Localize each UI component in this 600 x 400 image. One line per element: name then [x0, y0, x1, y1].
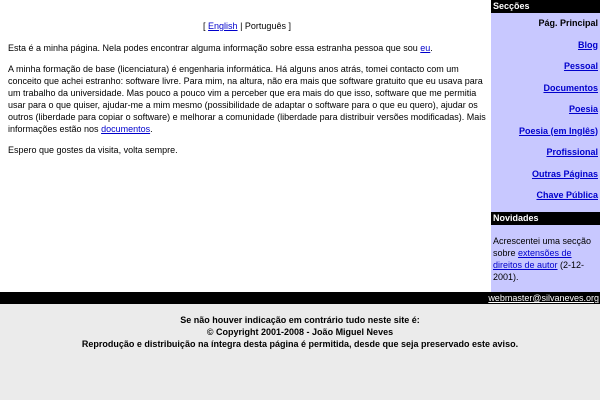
nav-item-personal [491, 59, 600, 81]
news-item [493, 235, 597, 283]
me-link[interactable]: eu [420, 43, 431, 53]
nav-item-poetry-english [491, 124, 600, 146]
nav-item-poetry [491, 102, 600, 124]
copyright-line-1: Se não houver indicação em contrário tudo neste site é: [180, 315, 420, 325]
copyright-line-3: Reprodução e distribuição na íntegra desta página é permitida, desde que seja preservado este aviso. [81, 339, 519, 349]
webmaster-email-link[interactable]: webmaster@silvaneves.org [488, 293, 599, 303]
footer-bar [0, 292, 600, 304]
lang-bracket-open: [ [203, 21, 209, 31]
lang-separator: | [237, 21, 245, 31]
nav-link-public-key[interactable]: Chave Pública [536, 190, 598, 200]
intro-paragraph [8, 42, 486, 54]
sections-nav [491, 13, 600, 210]
nav-link-documents[interactable]: Documentos [543, 82, 598, 93]
main-content [8, 20, 486, 165]
english-link[interactable]: English [208, 21, 238, 31]
nav-item-documents [491, 81, 600, 103]
news-date: (2-12-2001). [493, 260, 585, 282]
nav-item-blog [491, 38, 600, 60]
lang-bracket-close: ] [285, 21, 291, 31]
nav-link-poetry-english[interactable]: Poesia (em Inglês) [518, 125, 598, 136]
copyright-line-2: © Copyright 2001-2008 - João Miguel Neves [206, 327, 394, 337]
formation-end: . [150, 124, 153, 134]
sections-heading: Secções [491, 0, 600, 13]
nav-home-current: Pág. Principal [538, 18, 598, 28]
portuguese-label: Português [244, 21, 286, 31]
news-heading: Novidades [491, 212, 600, 225]
intro-text: Esta é a minha página. Nela podes encontrar alguma informação sobre essa estranha pessoa que sou [8, 43, 421, 53]
copyright-notice [0, 314, 600, 350]
news-text: Acrescentei uma secção sobre [493, 236, 592, 258]
news-link[interactable]: extensões de direitos de autor [493, 248, 572, 270]
nav-item-home [491, 16, 600, 38]
nav-item-other-pages [491, 167, 600, 189]
nav-link-poetry[interactable]: Poesia [568, 104, 598, 114]
nav-link-blog[interactable]: Blog [578, 39, 598, 50]
formation-text: A minha formação de base (licenciatura) é engenharia informática. Há alguns anos atrás, tomei contacto com um conceito que achei estranho: software livre. Para mim, na altura, não era mais que software gratuito que eu usava para um trabalho da universidade. Mas pouco a pouco vim a perceber que era mais do que isso, software que me permitia usar para o que quiser, ajudar-me a mim mesmo (possibilidade de adaptar o software para o que eu quero), ajudar os outros (liberdade para copiar o software) e melhorar a comunidade (liberdade para distribuir versões modificadas). Mais informações estão nos [8, 64, 486, 134]
nav-link-personal[interactable]: Pessoal [563, 61, 598, 71]
closing-paragraph: Espero que gostes da visita, volta sempre. [8, 145, 178, 155]
nav-item-public-key [491, 188, 600, 210]
sidebar [491, 0, 600, 292]
formation-paragraph [8, 63, 486, 135]
intro-end: . [430, 43, 433, 53]
nav-link-professional[interactable]: Profissional [546, 147, 598, 157]
language-switcher [8, 20, 486, 32]
nav-item-professional [491, 145, 600, 167]
documents-link[interactable]: documentos [101, 124, 151, 134]
nav-link-other-pages[interactable]: Outras Páginas [531, 168, 598, 179]
